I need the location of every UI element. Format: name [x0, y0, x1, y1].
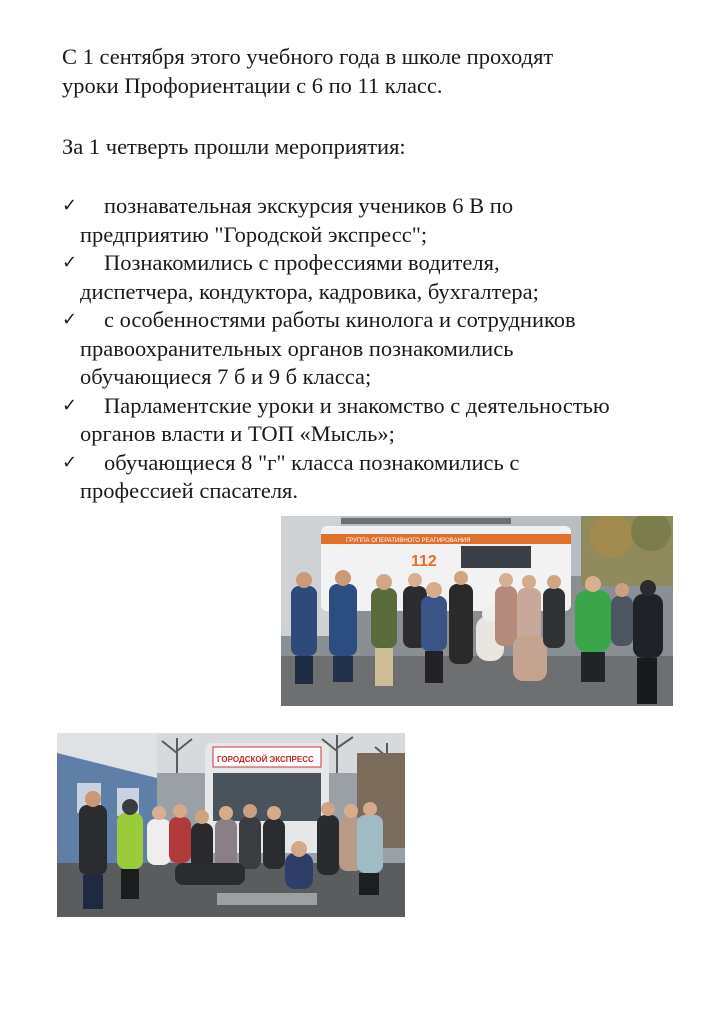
event-line: профессией спасателя. [80, 478, 299, 503]
event-item [62, 392, 702, 449]
bus-group-photo-image [57, 733, 405, 917]
event-line: предприятию "Городской экспресс"; [80, 221, 428, 247]
checkmark-icon: ✓ [62, 309, 78, 330]
event-line: обучающиеся 7 б и 9 б класса; [80, 364, 372, 389]
event-line: с особенностями работы кинолога и сотрудников [104, 307, 576, 332]
event-line: диспетчера, кондуктора, кадровика, бухгалтера; [80, 278, 539, 304]
checkmark-icon: ✓ [62, 394, 78, 416]
event-line: познавательная экскурсия учеников 6 В по [104, 193, 514, 218]
event-item [62, 249, 702, 306]
checkmark-icon: ✓ [62, 195, 78, 216]
vehicle-text: ГРУППА ОПЕРАТИВНОГО РЕАГИРОВАНИЯ [346, 538, 471, 544]
event-line: обучающиеся 8 "г" класса познакомились с [104, 449, 520, 475]
event-line: органов власти и ТОП «Мысль»; [80, 421, 395, 446]
event-line: Парламентские уроки и знакомство с деятельностью [104, 392, 610, 418]
vehicle-number: 112 [411, 553, 437, 570]
rescue-group-photo [281, 516, 673, 706]
intro-line-1: С 1 сентября этого учебного года в школе проходят [62, 44, 554, 69]
checkmark-icon: ✓ [62, 451, 78, 473]
event-item [62, 449, 702, 506]
events-list [62, 192, 702, 506]
bus-sign: ГОРОДСКОЙ ЭКСПРЕСС [217, 755, 314, 764]
event-line: правоохранительных органов познакомились [80, 335, 514, 361]
bus-group-photo [57, 733, 405, 917]
intro-paragraph [62, 42, 702, 100]
intro-line-2: уроки Профориентации с 6 по 11 класс. [62, 73, 443, 98]
checkmark-icon: ✓ [62, 252, 78, 273]
event-item [62, 192, 702, 249]
event-line: Познакомились с профессиями водителя, [104, 250, 500, 275]
events-heading: За 1 четверть прошли мероприятия: [62, 134, 406, 159]
rescue-group-photo-image [281, 516, 673, 706]
event-item [62, 306, 702, 392]
